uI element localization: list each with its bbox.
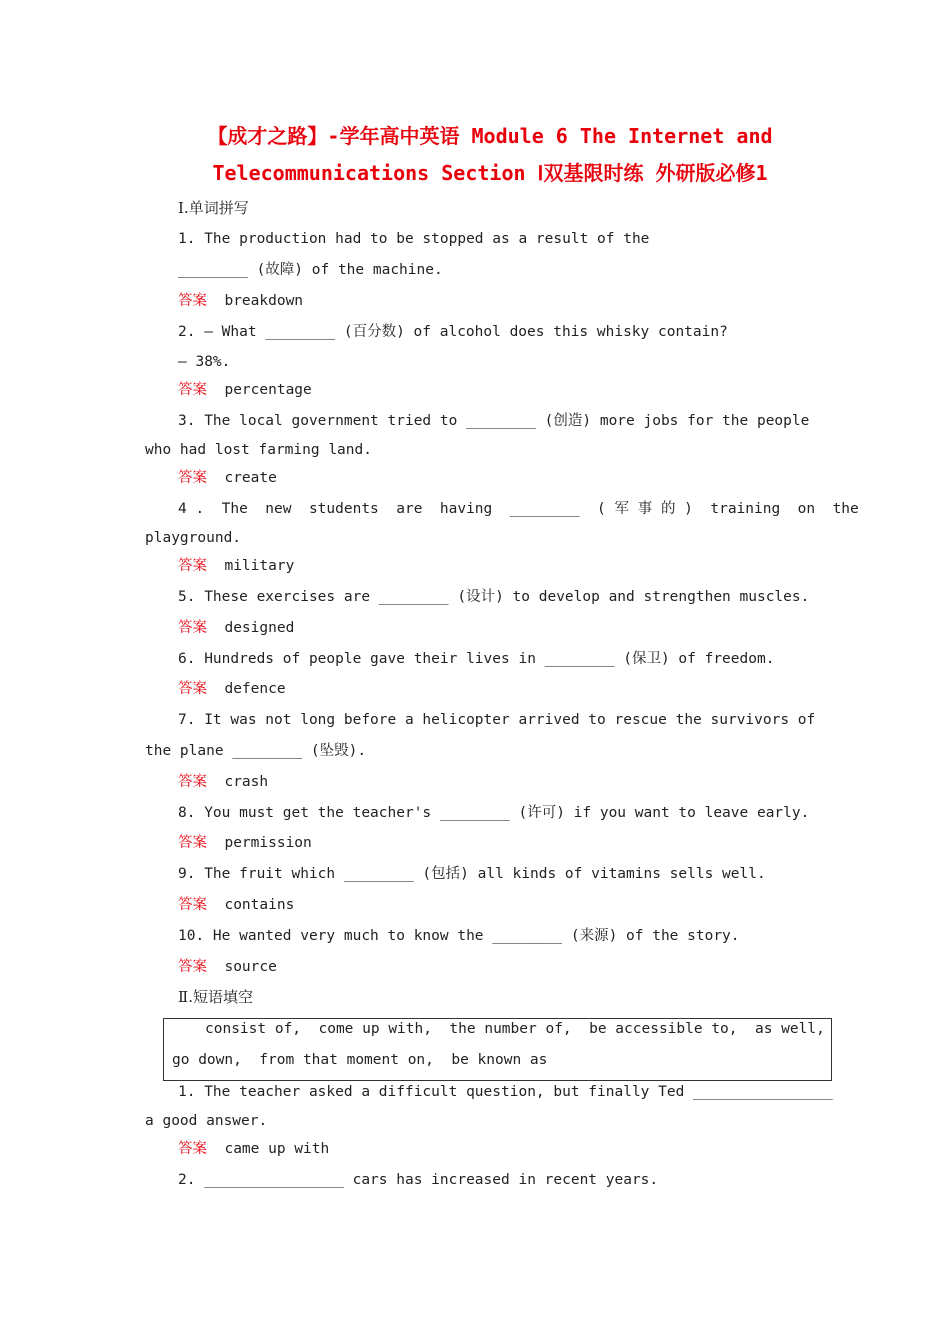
- answer-8: [178, 833, 312, 853]
- answer-label: 答案: [178, 470, 207, 486]
- answer-text: source: [224, 959, 277, 975]
- answer-text: breakdown: [224, 293, 304, 309]
- answer-1: [178, 291, 303, 311]
- answer-6: [178, 679, 286, 699]
- document-title-line-1: 【成才之路】-学年高中英语 Module 6 The Internet and: [207, 124, 773, 148]
- question-9: 9. The fruit which ________ (包括) all kinds of vitamins sells well.: [178, 866, 766, 882]
- phrase-answer-1: [178, 1139, 329, 1159]
- document-title-line-2: Telecommunications Section Ⅰ双基限时练 外研版必修1: [212, 161, 768, 185]
- question-6: 6. Hundreds of people gave their lives in ________ (保卫) of freedom.: [178, 651, 775, 667]
- section-heading-spelling: Ⅰ.单词拼写: [178, 199, 249, 217]
- phrase-question-2: 2. ________________ cars has increased in recent years.: [178, 1172, 659, 1188]
- answer-7: [178, 772, 268, 792]
- answer-label: 答案: [178, 1141, 207, 1157]
- answer-label: 答案: [178, 897, 207, 913]
- phrase-box-line-1: consist of, come up with, the number of, be accessible to, as well,: [205, 1021, 825, 1037]
- question-7-line-1: 7. It was not long before a helicopter arrived to rescue the survivors of: [178, 712, 816, 728]
- question-4-line-2: playground.: [145, 530, 242, 546]
- answer-label: 答案: [178, 293, 207, 309]
- answer-text: crash: [224, 774, 269, 790]
- question-1-line-2: ________ (故障) of the machine.: [178, 262, 443, 278]
- answer-3: [178, 468, 277, 488]
- question-4-line-1: 4 . The new students are having ________ ( 军 事 的 ) training on the: [178, 501, 859, 517]
- question-7-line-2: the plane ________ (坠毁).: [145, 743, 367, 759]
- answer-text: create: [224, 470, 277, 486]
- question-3-line-1: 3. The local government tried to ________ (创造) more jobs for the people: [178, 413, 810, 429]
- answer-text: percentage: [224, 382, 312, 398]
- phrase-question-1-line-1: 1. The teacher asked a difficult question, but finally Ted ________________: [178, 1084, 833, 1100]
- answer-9: [178, 895, 294, 915]
- question-2-line-2: — 38%.: [178, 354, 231, 370]
- answer-label: 答案: [178, 774, 207, 790]
- answer-text: designed: [224, 620, 295, 636]
- answer-text: contains: [224, 897, 295, 913]
- phrase-question-1-line-2: a good answer.: [145, 1113, 268, 1129]
- question-8: 8. You must get the teacher's ________ (许可) if you want to leave early.: [178, 805, 810, 821]
- answer-10: [178, 957, 277, 977]
- answer-label: 答案: [178, 681, 207, 697]
- question-3-line-2: who had lost farming land.: [145, 442, 372, 458]
- question-5: 5. These exercises are ________ (设计) to develop and strengthen muscles.: [178, 589, 810, 605]
- section-heading-phrases: Ⅱ.短语填空: [178, 988, 253, 1006]
- answer-text: came up with: [224, 1141, 330, 1157]
- answer-label: 答案: [178, 959, 207, 975]
- answer-label: 答案: [178, 382, 207, 398]
- answer-text: defence: [224, 681, 286, 697]
- answer-text: permission: [224, 835, 312, 851]
- answer-4: [178, 556, 294, 576]
- answer-text: military: [224, 558, 295, 574]
- answer-label: 答案: [178, 835, 207, 851]
- phrase-box-line-2: go down, from that moment on, be known as: [172, 1052, 548, 1068]
- question-1-line-1: 1. The production had to be stopped as a result of the: [178, 231, 650, 247]
- answer-label: 答案: [178, 620, 207, 636]
- answer-5: [178, 618, 294, 638]
- question-10: 10. He wanted very much to know the ________ (来源) of the story.: [178, 928, 740, 944]
- answer-2: [178, 380, 312, 400]
- answer-label: 答案: [178, 558, 207, 574]
- question-2-line-1: 2. — What ________ (百分数) of alcohol does this whisky contain?: [178, 324, 728, 340]
